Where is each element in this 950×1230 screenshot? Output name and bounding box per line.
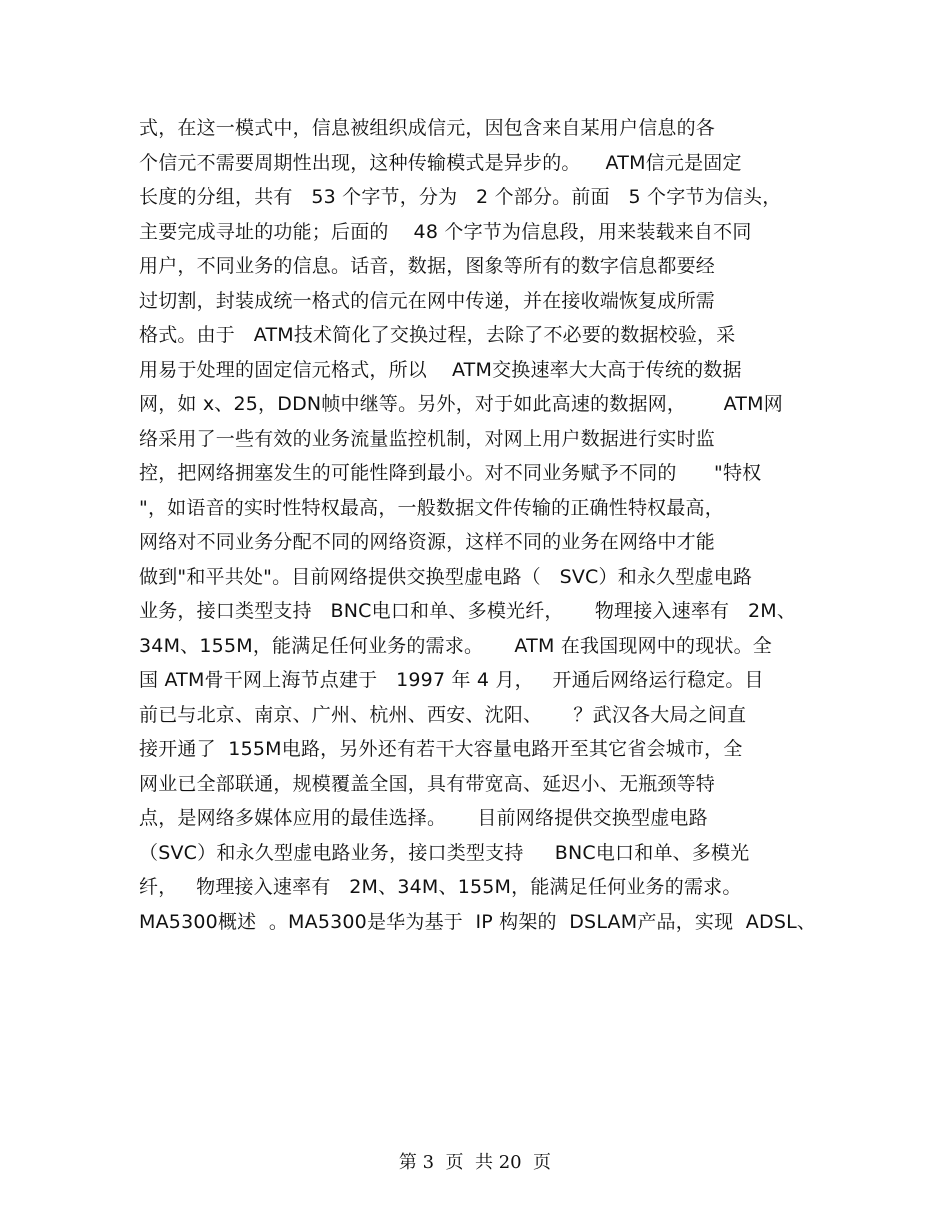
- text-line: 式，在这一模式中，信息被组织成信元，因包含来自某用户信息的各: [139, 117, 716, 139]
- text-line: "，如语音的实时性特权最高，一般数据文件传输的正确性特权最高，: [139, 496, 724, 519]
- text-line: （SVC）和永久型虚电路业务，接口类型支持 BNC电口和单、多模光: [139, 841, 750, 864]
- text-line: 网络对不同业务分配不同的网络资源，这样不同的业务在网络中才能: [139, 531, 716, 553]
- text-line: 接开通了 155M电路，另外还有若干大容量电路开至其它省会城市，全: [139, 738, 743, 760]
- text-line: 长度的分组，共有 53 个字节，分为 2 个部分。前面 5 个字节为信头，: [139, 186, 782, 208]
- text-line: 格式。由于 ATM技术简化了交换过程，去除了不必要的数据校验，采: [139, 324, 736, 346]
- text-line: MA5300概述 。MA5300是华为基于 IP 构架的 DSLAM产品，实现 ADSL、: [139, 910, 817, 933]
- text-line: 控，把网络拥塞发生的可能性降到最小。对不同业务赋予不同的 "特权: [139, 462, 762, 484]
- text-line: 过切割，封装成统一格式的信元在网中传递，并在接收端恢复成所需: [139, 289, 716, 312]
- text-line: 个信元不需要周期性出现，这种传输模式是异步的。 ATM信元是固定: [139, 151, 742, 174]
- text-line: 业务，接口类型支持 BNC电口和单、多模光纤， 物理接入速率有 2M、: [139, 600, 797, 622]
- text-line: 用易于处理的固定信元格式，所以 ATM交换速率大大高于传统的数据: [139, 358, 742, 381]
- text-line: 主要完成寻址的功能；后面的 48 个字节为信息段，用来装载来自不同: [139, 220, 752, 243]
- text-line: 点，是网络多媒体应用的最佳选择。 目前网络提供交换型虚电路: [139, 807, 708, 829]
- page-number-footer: 第 3 页 共 20 页: [398, 1152, 552, 1173]
- text-line: 国 ATM骨干网上海节点建于 1997 年 4 月， 开通后网络运行稳定。目: [139, 669, 764, 691]
- text-line: 网业已全部联通，规模覆盖全国，具有带宽高、延迟小、无瓶颈等特: [139, 772, 716, 795]
- body-text: [139, 111, 819, 939]
- text-line: 网，如 x、25，DDN帧中继等。另外，对于如此高速的数据网， ATM网: [139, 393, 783, 415]
- text-line: 用户，不同业务的信息。话音，数据，图象等所有的数字信息都要经: [139, 255, 716, 277]
- text-line: 34M、155M，能满足任何业务的需求。 ATM 在我国现网中的现状。全: [139, 634, 772, 657]
- text-line: 前已与北京、南京、广州、杭州、西安、沈阳、 ？武汉各大局之间直: [139, 703, 747, 726]
- text-line: 络采用了一些有效的业务流量监控机制，对网上用户数据进行实时监: [139, 427, 716, 450]
- text-line: 做到"和平共处"。目前网络提供交换型虚电路（ SVC）和永久型虚电路: [139, 565, 753, 588]
- text-line: 纤， 物理接入速率有 2M、34M、155M，能满足任何业务的需求。: [139, 876, 742, 898]
